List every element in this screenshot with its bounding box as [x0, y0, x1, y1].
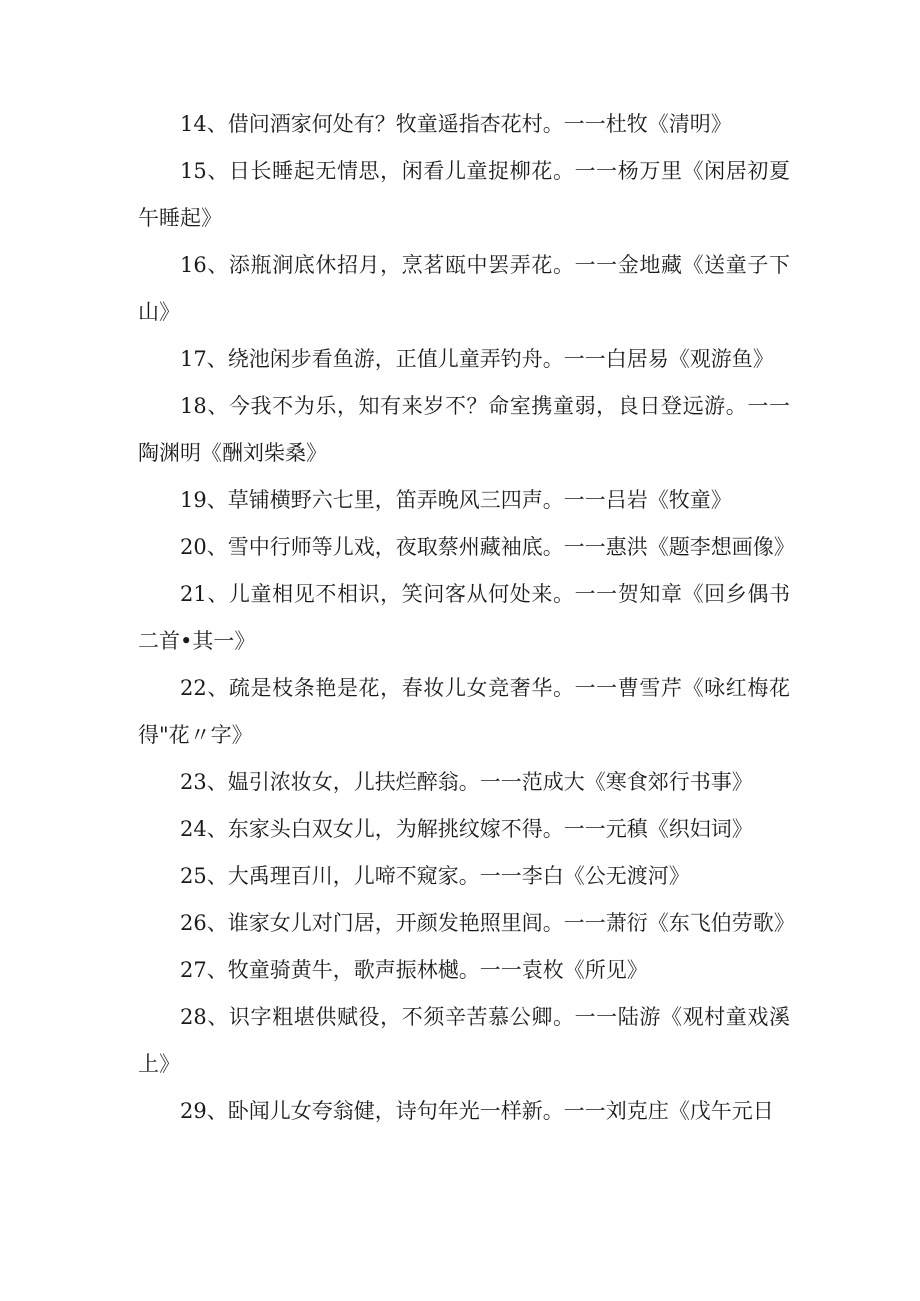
poem-line-16: 16、添瓶涧底休招月，烹茗瓯中罢弄花。一一金地藏《送童子下山》 [138, 253, 790, 324]
poem-line-24: 24、东家头白双女儿，为解挑纹嫁不得。一一元稹《织妇词》 [180, 817, 753, 841]
poem-list [138, 101, 795, 1135]
poem-line-21: 21、儿童相见不相识，笑问客从何处来。一一贺知章《回乡偶书二首•其一》 [138, 582, 790, 653]
poem-line-27: 27、牧童骑黄牛，歌声振林樾。一一袁枚《所见》 [180, 958, 648, 982]
poem-line-18: 18、今我不为乐，知有来岁不？命室携童弱，良日登远游。一一陶渊明《酬刘柴桑》 [138, 394, 790, 465]
poem-line-19: 19、草铺横野六七里，笛弄晚风三四声。一一吕岩《牧童》 [180, 488, 732, 512]
poem-line-28: 28、识字粗堪供赋役，不须辛苦慕公卿。一一陆游《观村童戏溪上》 [138, 1005, 790, 1076]
poem-line-15: 15、日长睡起无情思，闲看儿童捉柳花。一一杨万里《闲居初夏午睡起》 [138, 159, 790, 230]
poem-line-29: 29、卧闻儿女夸翁健，诗句年光一样新。一一刘克庄《戊午元日 [180, 1099, 774, 1123]
poem-line-17: 17、绕池闲步看鱼游，正值儿童弄钓舟。一一白居易《观游鱼》 [180, 347, 774, 371]
poem-line-26: 26、谁家女儿对门居，开颜发艳照里闾。一一萧衍《东飞伯劳歌》 [180, 911, 795, 935]
poem-line-14: 14、借问酒家何处有？牧童遥指杏花村。一一杜牧《清明》 [180, 112, 732, 136]
poem-line-25: 25、大禹理百川，儿啼不窥家。一一李白《公无渡河》 [180, 864, 690, 888]
poem-line-20: 20、雪中行师等儿戏，夜取蔡州藏袖底。一一惠洪《题李想画像》 [180, 535, 795, 559]
poem-line-23: 23、媪引浓妆女，儿扶烂醉翁。一一范成大《寒食郊行书事》 [180, 770, 753, 794]
poem-line-22: 22、疏是枝条艳是花，春妆儿女竞奢华。一一曹雪芹《咏红梅花得"花〃字》 [138, 676, 790, 747]
